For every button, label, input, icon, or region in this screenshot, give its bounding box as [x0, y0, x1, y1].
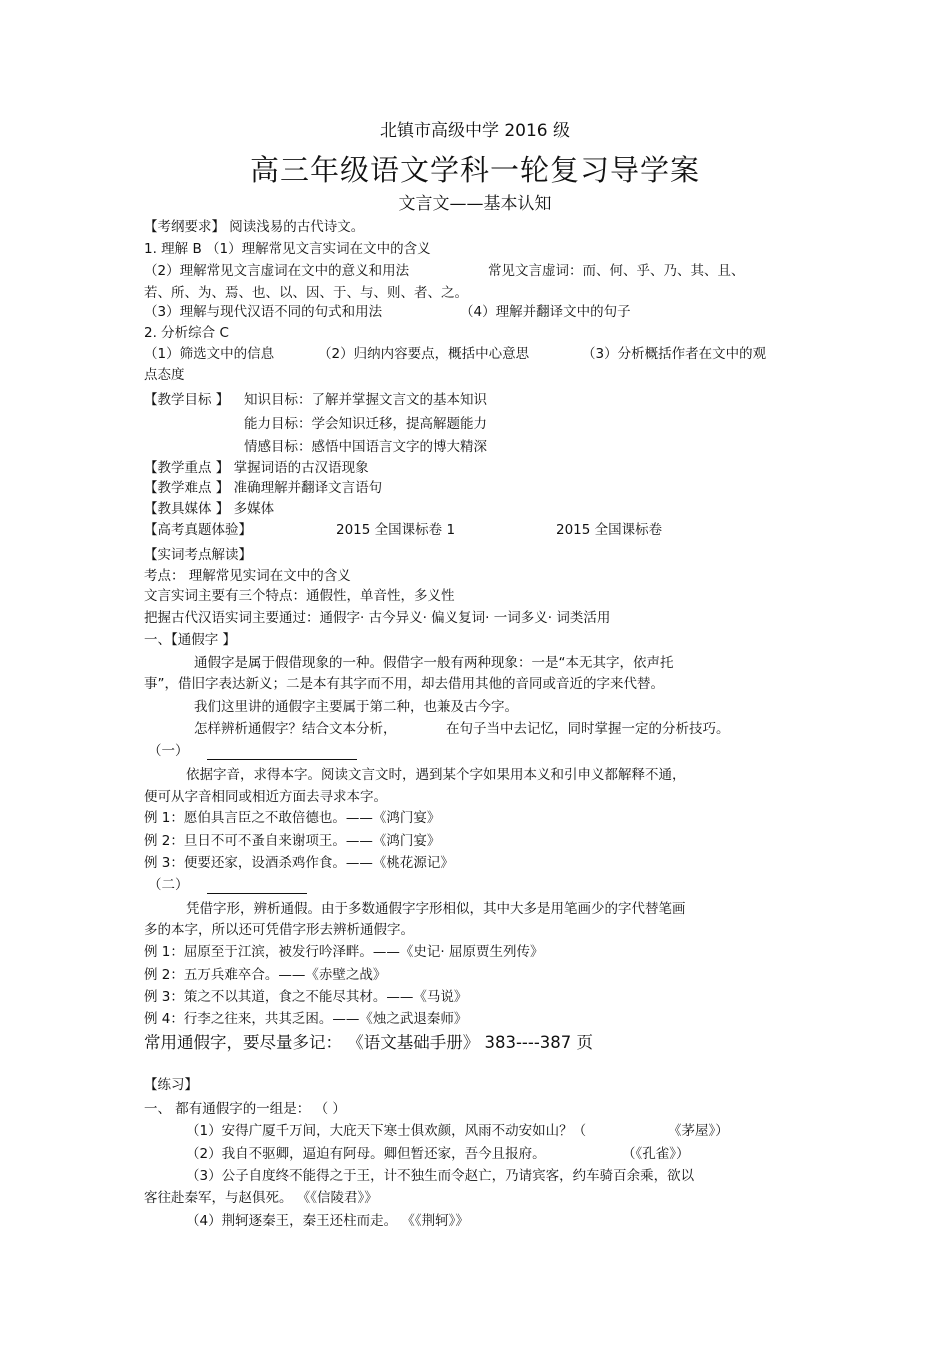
tongjia-heading: 一、【通假字 】 — [144, 632, 237, 648]
example-line: 例 3：便要还家，设酒杀鸡作食。——《桃花源记》 — [144, 855, 454, 871]
example-line: 例 4：行李之往来，共其乏困。——《烛之武退秦师》 — [144, 1011, 468, 1027]
example-line: 例 3：策之不以其道，食之不能尽其材。——《马说》 — [144, 989, 468, 1005]
exam-label: 【高考真题体验】 — [144, 522, 252, 538]
requirements-line: （2）归纳内容要点，概括中心意思 — [318, 346, 530, 362]
goal-ability: 能力目标：学会知识迁移，提高解题能力 — [244, 416, 487, 432]
goals-label: 【教学目标 】 — [144, 392, 230, 408]
goal-knowledge: 知识目标：了解并掌握文言文的基本知识 — [244, 392, 487, 408]
requirements-line: 若、所、为、焉、也、以、因、于、与、则、者、之。 — [144, 285, 468, 301]
teaching-media: 【教具媒体 】 多媒体 — [144, 501, 275, 517]
practice-item: 客往赴秦军，与赵俱死。 《《信陵君》》 — [144, 1190, 378, 1206]
requirements-line: 点态度 — [144, 367, 185, 383]
fill-blank — [207, 879, 307, 894]
requirements-line: 1. 理解 B （1）理解常见文言实词在文中的含义 — [144, 241, 431, 257]
paragraph-line: 通假字是属于假借现象的一种。假借字一般有两种现象：一是“本无其字，依声托 — [194, 655, 674, 671]
requirements-line: （4）理解并翻译文中的句子 — [460, 304, 631, 320]
page-subtitle: 文言文——基本认知 — [398, 194, 552, 214]
shici-line: 考点： 理解常见实词在文中的含义 — [144, 568, 351, 584]
requirements-line: （1）筛选文中的信息 — [144, 346, 275, 362]
paragraph-line: 在句子当中去记忆，同时掌握一定的分析技巧。 — [446, 721, 730, 737]
teaching-focus: 【教学重点 】 掌握词语的古汉语现象 — [144, 460, 369, 476]
paragraph-line: 依据字音，求得本字。阅读文言文时，遇到某个字如果用本义和引申义都解释不通， — [186, 767, 686, 783]
fill-blank — [207, 745, 357, 760]
section-one-marker: （一） — [148, 743, 189, 759]
goal-emotion: 情感目标：感悟中国语言文字的博大精深 — [244, 439, 487, 455]
practice-item: （《孔雀》） — [622, 1146, 690, 1162]
requirements-line: （2）理解常见文言虚词在文中的意义和用法 — [144, 263, 410, 279]
section-two-marker: （二） — [148, 877, 189, 893]
practice-heading: 【练习】 — [144, 1077, 198, 1093]
requirements-line: （3）理解与现代汉语不同的句式和用法 — [144, 304, 383, 320]
practice-item: 《茅屋》） — [668, 1123, 729, 1139]
exam-item: 2015 全国课标卷 1 — [336, 522, 456, 538]
section-one-label — [148, 742, 357, 760]
exam-item: 2015 全国课标卷 — [556, 522, 663, 538]
school-line: 北镇市高级中学 2016 级 — [379, 121, 571, 141]
paragraph-line: 怎样辨析通假字？结合文本分析， — [194, 721, 397, 737]
shici-line: 文言实词主要有三个特点：通假性，单音性，多义性 — [144, 588, 455, 604]
requirements-line: （3）分析概括作者在文中的观 — [582, 346, 767, 362]
shici-line: 把握古代汉语实词主要通过：通假字· 古今异义· 偏义复词· 一词多义· 词类活用 — [144, 610, 611, 626]
example-line: 例 1：屈原至于江滨，被发行吟泽畔。——《史记· 屈原贾生列传》 — [144, 944, 544, 960]
example-line: 例 1：愿伯具言臣之不敢倍德也。——《鸿门宴》 — [144, 810, 441, 826]
section-two-label — [148, 876, 307, 894]
paragraph-line: 我们这里讲的通假字主要属于第二种，也兼及古今字。 — [194, 699, 518, 715]
example-line: 例 2：旦日不可不蚤自来谢项王。——《鸿门宴》 — [144, 833, 441, 849]
common-tongjia-note: 常用通假字，要尽量多记： 《语文基础手册》 383----387 页 — [144, 1033, 594, 1052]
paragraph-line: 事”，借旧字表达新义；二是本有其字而不用，却去借用其他的音同或音近的字来代替。 — [144, 676, 664, 692]
shici-heading: 【实词考点解读】 — [144, 547, 252, 563]
paragraph-line: 凭借字形，辨析通假。由于多数通假字字形相似，其中大多是用笔画少的字代替笔画 — [186, 901, 686, 917]
practice-item: （4）荆轲逐秦王，秦王还柱而走。 《《荆轲》》 — [186, 1213, 469, 1229]
practice-item: （1）安得广厦千万间，大庇天下寒士俱欢颜，风雨不动安如山？（ — [186, 1123, 587, 1139]
practice-question: 一、 都有通假字的一组是： （ ） — [144, 1101, 346, 1117]
paragraph-line: 多的本字，所以还可凭借字形去辨析通假字。 — [144, 922, 414, 938]
page-title: 高三年级语文学科一轮复习导学案 — [249, 153, 700, 187]
requirements-line: 【考纲要求】 阅读浅易的古代诗文。 — [144, 219, 365, 235]
practice-item: （3）公子自度终不能得之于王，计不独生而令赵亡，乃请宾客，约车骑百余乘，欲以 — [186, 1168, 695, 1184]
example-line: 例 2：五万兵难卒合。——《赤壁之战》 — [144, 967, 387, 983]
teaching-difficulty: 【教学难点 】 准确理解并翻译文言语句 — [144, 480, 383, 496]
requirements-line: 常见文言虚词：而、何、乎、乃、其、且、 — [488, 263, 745, 279]
paragraph-line: 便可从字音相同或相近方面去寻求本字。 — [144, 789, 387, 805]
practice-item: （2）我自不驱卿，逼迫有阿母。卿但暂还家，吾今且报府。 — [186, 1146, 546, 1162]
requirements-line: 2. 分析综合 C — [144, 325, 229, 341]
